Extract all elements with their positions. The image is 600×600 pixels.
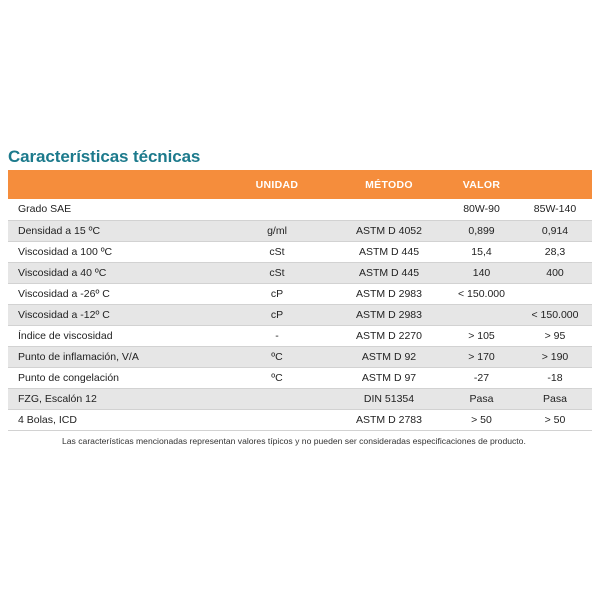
unit-cell: g/ml [221,220,333,241]
table-row [8,220,592,241]
table-row [8,304,592,325]
property-cell: FZG, Escalón 12 [8,388,221,409]
property-cell: Viscosidad a -12º C [8,304,221,325]
method-cell: ASTM D 2783 [333,409,445,430]
table-row [8,409,592,430]
value-85w140-cell: 0,914 [518,220,592,241]
table-row [8,367,592,388]
property-cell: Viscosidad a 40 ºC [8,262,221,283]
value-80w90-cell: > 50 [445,409,518,430]
unit-cell [221,409,333,430]
footnote: Las características mencionadas representan valores típicos y no pueden ser consideradas especificaciones de producto. [62,436,526,446]
property-cell: Viscosidad a 100 ºC [8,241,221,262]
table-row [8,283,592,304]
property-cell: Densidad a 15 ºC [8,220,221,241]
unit-cell: cSt [221,262,333,283]
value-85w140-cell: 85W-140 [518,199,592,220]
method-cell: DIN 51354 [333,388,445,409]
value-85w140-cell: 400 [518,262,592,283]
table-row [8,388,592,409]
unit-cell: cP [221,283,333,304]
table-header-row [8,170,592,199]
property-cell: Grado SAE [8,199,221,220]
table-row [8,346,592,367]
property-cell: 4 Bolas, ICD [8,409,221,430]
property-cell: Viscosidad a -26º C [8,283,221,304]
value-85w140-cell: 28,3 [518,241,592,262]
unit-cell [221,388,333,409]
value-85w140-cell [518,283,592,304]
table-row [8,199,592,220]
method-cell: ASTM D 445 [333,262,445,283]
table-row [8,262,592,283]
property-cell: Punto de congelación [8,367,221,388]
value-80w90-cell: < 150.000 [445,283,518,304]
value-80w90-cell: 140 [445,262,518,283]
header-unit: UNIDAD [255,178,299,191]
unit-cell [221,199,333,220]
method-cell: ASTM D 445 [333,241,445,262]
method-cell [333,199,445,220]
unit-cell: ºC [221,346,333,367]
value-85w140-cell: > 190 [518,346,592,367]
value-85w140-cell: < 150.000 [518,304,592,325]
header-method: MÉTODO [365,178,413,191]
value-80w90-cell: 15,4 [445,241,518,262]
value-80w90-cell: 80W-90 [445,199,518,220]
unit-cell: - [221,325,333,346]
spec-table [8,170,592,431]
value-85w140-cell: > 50 [518,409,592,430]
method-cell: ASTM D 2983 [333,304,445,325]
header-value-2 [518,170,592,199]
method-cell: ASTM D 97 [333,367,445,388]
table-row [8,325,592,346]
header-property [8,170,221,199]
section-title: Características técnicas [8,147,201,166]
value-80w90-cell: 0,899 [445,220,518,241]
value-80w90-cell: -27 [445,367,518,388]
property-cell: Punto de inflamación, V/A [8,346,221,367]
value-80w90-cell [445,304,518,325]
table-row [8,241,592,262]
value-80w90-cell: > 105 [445,325,518,346]
method-cell: ASTM D 2983 [333,283,445,304]
property-cell: Índice de viscosidad [8,325,221,346]
value-85w140-cell: > 95 [518,325,592,346]
unit-cell: ºC [221,367,333,388]
value-80w90-cell: > 170 [445,346,518,367]
value-85w140-cell: Pasa [518,388,592,409]
unit-cell: cSt [221,241,333,262]
value-80w90-cell: Pasa [445,388,518,409]
method-cell: ASTM D 2270 [333,325,445,346]
table-body [8,199,592,430]
value-85w140-cell: -18 [518,367,592,388]
header-value: VALOR [462,178,501,191]
unit-cell: cP [221,304,333,325]
method-cell: ASTM D 92 [333,346,445,367]
method-cell: ASTM D 4052 [333,220,445,241]
